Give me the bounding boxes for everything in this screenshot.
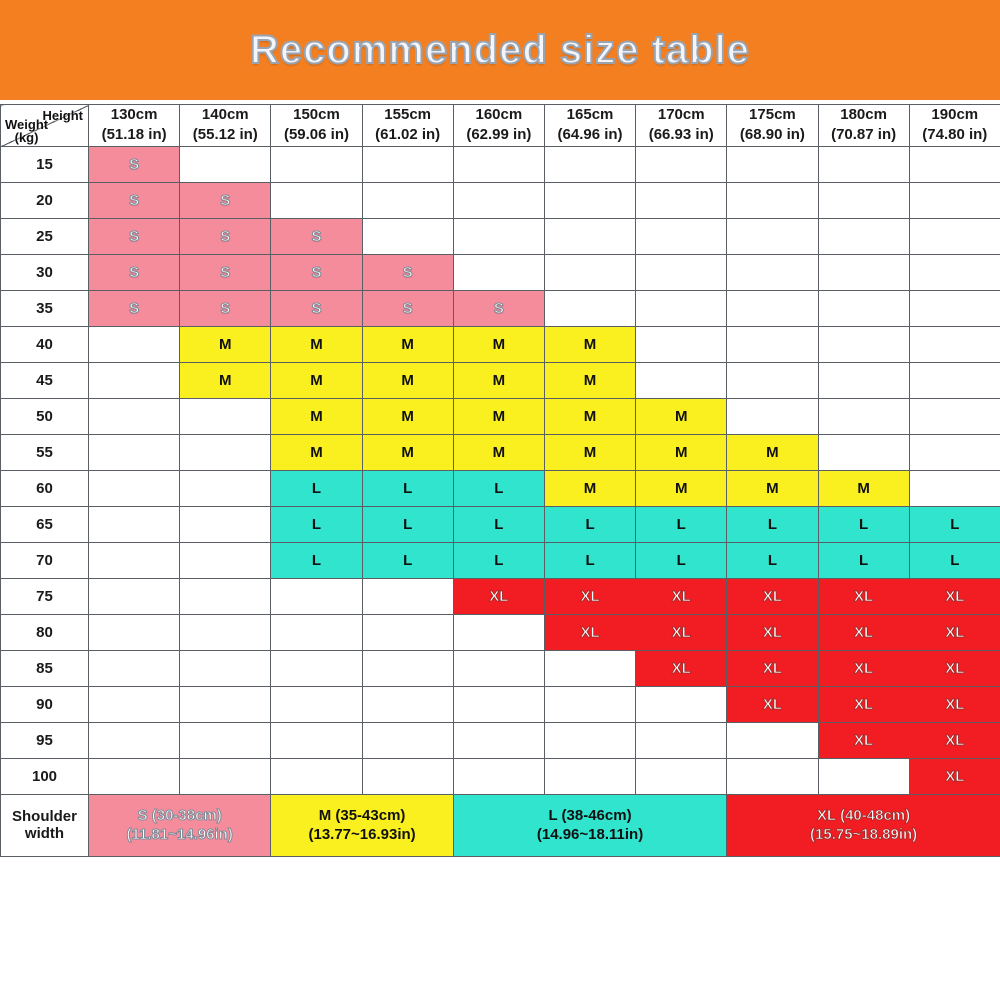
shoulder-inch: (14.96~18.11in) — [536, 826, 644, 843]
size-cell-m: M — [544, 470, 635, 506]
column-header — [89, 105, 180, 147]
size-cell-l: L — [909, 542, 1000, 578]
shoulder-width-label — [1, 794, 89, 856]
size-cell-empty — [89, 650, 180, 686]
weight-label: 70 — [1, 542, 89, 578]
column-header — [453, 105, 544, 147]
size-cell-empty — [544, 650, 635, 686]
size-cell-empty — [909, 146, 1000, 182]
size-cell-s: S — [180, 254, 271, 290]
size-cell-l: L — [727, 542, 818, 578]
size-cell-m: M — [271, 434, 362, 470]
size-cell-xl: XL — [818, 614, 909, 650]
table-head — [1, 105, 1000, 147]
size-cell-empty — [544, 290, 635, 326]
weight-label: 65 — [1, 506, 89, 542]
size-cell-m: M — [453, 398, 544, 434]
header-cm: 180cm — [840, 106, 887, 123]
shoulder-label-line1: Shoulder — [11, 807, 77, 825]
column-header — [636, 105, 727, 147]
shoulder-cm: XL (40-48cm) — [817, 806, 911, 824]
size-cell-l: L — [271, 506, 362, 542]
header-inch: (59.06 in) — [283, 126, 349, 144]
size-cell-s: S — [362, 254, 453, 290]
size-cell-empty — [362, 578, 453, 614]
size-cell-empty — [544, 722, 635, 758]
shoulder-inch: (15.75~18.89in) — [810, 826, 918, 843]
size-cell-l: L — [362, 542, 453, 578]
size-cell-empty — [89, 398, 180, 434]
table-row — [1, 290, 1000, 326]
title-banner — [0, 0, 1000, 100]
table-row — [1, 218, 1000, 254]
size-cell-empty — [362, 614, 453, 650]
weight-label: 95 — [1, 722, 89, 758]
table-row — [1, 758, 1000, 794]
size-cell-empty — [544, 254, 635, 290]
size-cell-empty — [636, 758, 727, 794]
size-cell-m: M — [271, 362, 362, 398]
size-cell-empty — [453, 758, 544, 794]
size-cell-empty — [180, 146, 271, 182]
size-cell-m: M — [544, 434, 635, 470]
size-cell-empty — [180, 650, 271, 686]
header-cm: 130cm — [110, 106, 158, 123]
size-cell-empty — [89, 470, 180, 506]
size-cell-m: M — [180, 326, 271, 362]
size-cell-empty — [909, 470, 1000, 506]
size-cell-empty — [727, 722, 818, 758]
shoulder-segment-l — [453, 794, 727, 856]
size-cell-empty — [544, 758, 635, 794]
size-cell-empty — [180, 578, 271, 614]
size-cell-xl: XL — [909, 758, 1000, 794]
table-row — [1, 650, 1000, 686]
size-cell-empty — [180, 398, 271, 434]
size-cell-xl: XL — [453, 578, 544, 614]
table-row — [1, 470, 1000, 506]
size-cell-empty — [362, 686, 453, 722]
header-cm: 160cm — [475, 106, 523, 123]
size-cell-empty — [909, 254, 1000, 290]
size-cell-empty — [909, 398, 1000, 434]
size-cell-l: L — [909, 506, 1000, 542]
header-inch: (64.96 in) — [557, 126, 623, 144]
size-cell-empty — [453, 146, 544, 182]
shoulder-label-line2: width — [24, 825, 65, 842]
header-cm: 155cm — [384, 106, 432, 123]
bottom-padding — [0, 894, 1000, 1000]
shoulder-inch: (13.77~16.93in) — [308, 826, 416, 843]
size-cell-empty — [818, 434, 909, 470]
shoulder-cm: S (30-38cm) — [137, 806, 222, 824]
size-cell-m: M — [636, 470, 727, 506]
table-row — [1, 254, 1000, 290]
header-inch: (74.80 in) — [922, 126, 988, 144]
size-cell-empty — [89, 542, 180, 578]
size-cell-empty — [362, 182, 453, 218]
size-cell-empty — [818, 254, 909, 290]
size-cell-empty — [271, 758, 362, 794]
size-cell-empty — [818, 362, 909, 398]
weight-label: 90 — [1, 686, 89, 722]
size-cell-empty — [727, 254, 818, 290]
size-cell-empty — [453, 182, 544, 218]
header-inch: (62.99 in) — [466, 126, 532, 144]
shoulder-segment-s — [89, 794, 271, 856]
size-cell-l: L — [271, 470, 362, 506]
header-inch: (68.90 in) — [739, 126, 805, 144]
size-cell-l: L — [818, 542, 909, 578]
size-cell-empty — [909, 182, 1000, 218]
size-cell-m: M — [362, 398, 453, 434]
size-cell-l: L — [727, 506, 818, 542]
size-cell-l: L — [271, 542, 362, 578]
size-cell-empty — [818, 398, 909, 434]
size-cell-empty — [636, 146, 727, 182]
table-row — [1, 326, 1000, 362]
size-cell-empty — [180, 470, 271, 506]
size-cell-xl: XL — [544, 614, 635, 650]
size-cell-empty — [727, 290, 818, 326]
size-cell-s: S — [271, 290, 362, 326]
size-cell-empty — [89, 578, 180, 614]
size-cell-m: M — [636, 434, 727, 470]
corner-header-cell — [1, 105, 89, 147]
size-cell-empty — [89, 758, 180, 794]
size-cell-empty — [271, 182, 362, 218]
size-cell-empty — [909, 362, 1000, 398]
table-row — [1, 362, 1000, 398]
size-cell-s: S — [362, 290, 453, 326]
size-cell-empty — [180, 614, 271, 650]
size-cell-empty — [727, 398, 818, 434]
size-cell-s: S — [89, 218, 180, 254]
size-cell-empty — [89, 434, 180, 470]
size-cell-xl: XL — [818, 686, 909, 722]
size-cell-s: S — [453, 290, 544, 326]
shoulder-segment-xl — [727, 794, 1000, 856]
size-cell-xl: XL — [727, 614, 818, 650]
size-cell-empty — [727, 362, 818, 398]
size-cell-xl: XL — [727, 650, 818, 686]
shoulder-inch: (11.81~14.96in) — [126, 826, 233, 843]
size-cell-m: M — [544, 326, 635, 362]
header-cm: 165cm — [566, 106, 614, 123]
column-header — [362, 105, 453, 147]
size-cell-empty — [362, 146, 453, 182]
table-row — [1, 578, 1000, 614]
table-row — [1, 434, 1000, 470]
table-row — [1, 506, 1000, 542]
size-cell-empty — [89, 686, 180, 722]
table-row — [1, 542, 1000, 578]
size-cell-empty — [818, 146, 909, 182]
size-cell-empty — [636, 182, 727, 218]
header-cm: 175cm — [749, 106, 796, 123]
size-cell-m: M — [453, 362, 544, 398]
size-cell-s: S — [271, 254, 362, 290]
weight-label: 80 — [1, 614, 89, 650]
size-cell-empty — [180, 506, 271, 542]
shoulder-width-row — [1, 794, 1000, 856]
size-cell-empty — [818, 758, 909, 794]
size-cell-xl: XL — [909, 722, 1000, 758]
size-cell-empty — [271, 146, 362, 182]
size-cell-empty — [89, 506, 180, 542]
header-inch: (70.87 in) — [831, 126, 897, 144]
weight-label: 50 — [1, 398, 89, 434]
size-cell-s: S — [89, 182, 180, 218]
size-cell-empty — [271, 614, 362, 650]
size-cell-xl: XL — [909, 686, 1000, 722]
size-cell-s: S — [89, 146, 180, 182]
size-cell-m: M — [180, 362, 271, 398]
size-cell-empty — [180, 722, 271, 758]
size-cell-empty — [636, 218, 727, 254]
column-header — [180, 105, 271, 147]
size-cell-xl: XL — [818, 722, 909, 758]
size-cell-empty — [89, 326, 180, 362]
size-cell-empty — [453, 650, 544, 686]
column-header — [727, 105, 818, 147]
size-cell-empty — [89, 722, 180, 758]
size-cell-l: L — [636, 506, 727, 542]
size-cell-s: S — [89, 290, 180, 326]
size-cell-l: L — [453, 542, 544, 578]
size-cell-empty — [180, 758, 271, 794]
size-cell-empty — [727, 218, 818, 254]
size-cell-empty — [727, 182, 818, 218]
size-cell-m: M — [453, 326, 544, 362]
column-header — [271, 105, 362, 147]
size-cell-empty — [453, 686, 544, 722]
size-cell-empty — [544, 218, 635, 254]
table-foot — [1, 794, 1000, 856]
size-cell-empty — [544, 686, 635, 722]
size-cell-empty — [453, 218, 544, 254]
size-cell-empty — [271, 686, 362, 722]
size-cell-xl: XL — [909, 650, 1000, 686]
weight-label: 40 — [1, 326, 89, 362]
size-cell-empty — [727, 326, 818, 362]
size-cell-xl: XL — [909, 578, 1000, 614]
table-row — [1, 614, 1000, 650]
size-cell-s: S — [89, 254, 180, 290]
size-cell-l: L — [453, 506, 544, 542]
size-cell-empty — [818, 326, 909, 362]
header-cm: 140cm — [201, 106, 249, 123]
corner-weight-label: Weight (kg) — [5, 116, 49, 145]
size-cell-empty — [636, 362, 727, 398]
header-cm: 190cm — [931, 106, 979, 123]
size-cell-m: M — [362, 326, 453, 362]
size-cell-m: M — [453, 434, 544, 470]
size-cell-l: L — [818, 506, 909, 542]
size-cell-empty — [818, 290, 909, 326]
size-cell-empty — [636, 686, 727, 722]
size-cell-empty — [271, 578, 362, 614]
table-row — [1, 686, 1000, 722]
size-cell-m: M — [727, 434, 818, 470]
header-inch: (66.93 in) — [648, 126, 714, 144]
size-cell-empty — [362, 650, 453, 686]
size-cell-empty — [909, 326, 1000, 362]
size-cell-empty — [180, 686, 271, 722]
size-table-container — [0, 104, 1000, 894]
table-row — [1, 182, 1000, 218]
weight-label: 85 — [1, 650, 89, 686]
size-cell-empty — [636, 326, 727, 362]
table-row — [1, 398, 1000, 434]
size-cell-empty — [362, 218, 453, 254]
size-cell-m: M — [271, 398, 362, 434]
size-cell-xl: XL — [727, 686, 818, 722]
size-cell-empty — [271, 722, 362, 758]
size-cell-empty — [453, 722, 544, 758]
size-cell-m: M — [727, 470, 818, 506]
weight-label: 75 — [1, 578, 89, 614]
table-body — [1, 146, 1000, 794]
size-cell-s: S — [180, 182, 271, 218]
header-inch: (61.02 in) — [375, 126, 441, 144]
size-cell-empty — [909, 290, 1000, 326]
shoulder-cm: M (35-43cm) — [318, 806, 406, 824]
size-cell-l: L — [544, 506, 635, 542]
weight-label: 25 — [1, 218, 89, 254]
header-row — [1, 105, 1000, 147]
size-cell-empty — [89, 614, 180, 650]
shoulder-cm: L (38-46cm) — [548, 806, 632, 824]
size-cell-l: L — [453, 470, 544, 506]
size-cell-empty — [727, 146, 818, 182]
size-cell-xl: XL — [727, 578, 818, 614]
size-cell-empty — [909, 434, 1000, 470]
page-title: Recommended size table — [250, 27, 750, 72]
size-cell-empty — [544, 182, 635, 218]
size-cell-xl: XL — [544, 578, 635, 614]
size-cell-l: L — [362, 470, 453, 506]
size-cell-empty — [636, 254, 727, 290]
size-cell-empty — [544, 146, 635, 182]
size-cell-empty — [453, 254, 544, 290]
weight-label: 45 — [1, 362, 89, 398]
header-cm: 170cm — [657, 106, 705, 123]
size-cell-xl: XL — [636, 614, 727, 650]
size-table — [0, 104, 1000, 857]
column-header — [818, 105, 909, 147]
size-cell-xl: XL — [636, 578, 727, 614]
weight-label: 100 — [1, 758, 89, 794]
column-header — [909, 105, 1000, 147]
size-cell-empty — [818, 182, 909, 218]
size-cell-xl: XL — [818, 650, 909, 686]
column-header — [544, 105, 635, 147]
header-inch: (51.18 in) — [101, 126, 167, 144]
size-cell-xl: XL — [909, 614, 1000, 650]
size-cell-empty — [271, 650, 362, 686]
size-cell-empty — [727, 758, 818, 794]
size-cell-l: L — [636, 542, 727, 578]
size-cell-xl: XL — [818, 578, 909, 614]
weight-label: 30 — [1, 254, 89, 290]
size-cell-empty — [909, 218, 1000, 254]
size-cell-empty — [89, 362, 180, 398]
weight-label: 35 — [1, 290, 89, 326]
weight-label: 60 — [1, 470, 89, 506]
table-row — [1, 146, 1000, 182]
size-cell-s: S — [271, 218, 362, 254]
size-cell-xl: XL — [636, 650, 727, 686]
size-cell-l: L — [362, 506, 453, 542]
size-cell-empty — [636, 290, 727, 326]
header-inch: (55.12 in) — [192, 126, 258, 144]
weight-label: 20 — [1, 182, 89, 218]
size-cell-empty — [362, 758, 453, 794]
weight-label: 55 — [1, 434, 89, 470]
size-cell-empty — [636, 722, 727, 758]
size-cell-empty — [362, 722, 453, 758]
size-cell-empty — [818, 218, 909, 254]
size-cell-m: M — [544, 398, 635, 434]
size-cell-m: M — [818, 470, 909, 506]
size-cell-l: L — [544, 542, 635, 578]
shoulder-segment-m — [271, 794, 453, 856]
size-cell-empty — [180, 434, 271, 470]
size-cell-m: M — [362, 434, 453, 470]
size-cell-m: M — [271, 326, 362, 362]
corner-height-label: Height — [42, 108, 83, 123]
size-cell-s: S — [180, 218, 271, 254]
size-cell-m: M — [636, 398, 727, 434]
size-cell-empty — [453, 614, 544, 650]
header-cm: 150cm — [293, 106, 340, 123]
size-cell-s: S — [180, 290, 271, 326]
table-row — [1, 722, 1000, 758]
weight-label: 15 — [1, 146, 89, 182]
size-cell-m: M — [544, 362, 635, 398]
size-cell-empty — [180, 542, 271, 578]
size-cell-m: M — [362, 362, 453, 398]
